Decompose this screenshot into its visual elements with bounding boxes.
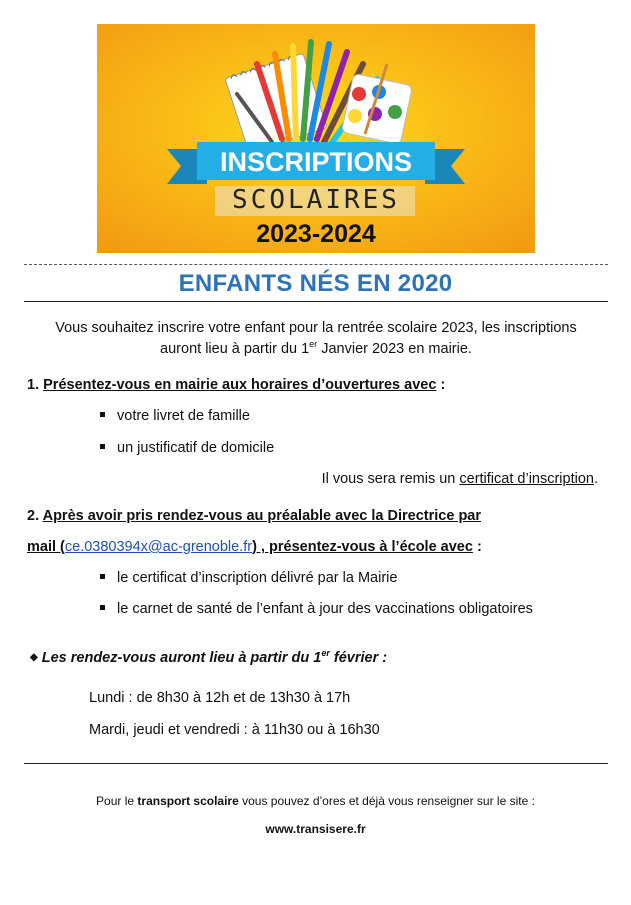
step-2-mail-label: mail (	[27, 539, 65, 555]
step-2-heading	[27, 508, 481, 524]
note-text: Il vous sera remis un	[321, 471, 460, 487]
schedule-line: Mardi, jeudi et vendredi : à 11h30 ou à 16h30	[89, 722, 380, 738]
footer-site[interactable]: www.transisere.fr	[265, 822, 366, 836]
step-2-suffix: :	[472, 539, 482, 555]
step-1-text: Présentez-vous en mairie aux horaires d’ouvertures avec	[43, 377, 437, 393]
appointments-text-end: février :	[329, 650, 388, 666]
step-1-number: 1.	[27, 377, 40, 393]
footer-bold: transport scolaire	[137, 794, 239, 808]
footer-text	[0, 794, 631, 808]
bullet-square-icon	[100, 444, 105, 449]
step-1-suffix: :	[436, 377, 446, 393]
appointments-text: Les rendez-vous auront lieu à partir du 1	[41, 650, 322, 666]
bullet-square-icon	[100, 412, 105, 417]
step-1-item-label: votre livret de famille	[117, 408, 250, 424]
step-1-item	[100, 408, 250, 424]
step-2-item	[100, 570, 397, 586]
banner-year: 2023-2024	[256, 220, 376, 248]
footer-pre: Pour le	[96, 794, 138, 808]
email-link[interactable]: ce.0380394x@ac-grenoble.fr	[64, 539, 253, 555]
banner-image	[97, 24, 535, 253]
intro-line-1: Vous souhaitez inscrire votre enfant pour la rentrée scolaire 2023, les inscriptions	[55, 320, 577, 336]
certificate-term: certificat d’inscription	[459, 471, 594, 487]
intro-line-2-end: Janvier 2023 en mairie.	[317, 341, 472, 357]
step-2-item-label: le carnet de santé de l’enfant à jour des vaccinations obligatoires	[117, 601, 533, 617]
step-2-item-label: le certificat d’inscription délivré par la Mairie	[117, 570, 398, 586]
step-2-item	[100, 601, 533, 617]
intro-line-2-text: auront lieu à partir du 1	[160, 341, 310, 357]
schedule-line: Lundi : de 8h30 à 12h et de 13h30 à 17h	[89, 690, 351, 706]
bullet-square-icon	[100, 605, 105, 610]
intro-sup: er	[309, 339, 318, 350]
step-1-heading	[27, 377, 445, 393]
step-1-item-label: un justificatif de domicile	[117, 440, 275, 456]
intro-line-2	[24, 339, 608, 360]
banner-illustration	[97, 24, 535, 253]
bullet-square-icon	[100, 574, 105, 579]
step-2-line-2-text: ) , présentez-vous à l’école avec	[252, 539, 473, 555]
appointments-heading	[30, 650, 387, 666]
diamond-bullet-icon: ◆	[30, 652, 38, 663]
footer-divider	[24, 763, 608, 764]
certificate-note	[322, 471, 598, 487]
title-underline	[24, 301, 608, 302]
footer-post: vous pouvez d’ores et déjà vous renseigner sur le site :	[238, 794, 535, 808]
banner-title-1: INSCRIPTIONS	[219, 147, 413, 177]
dotted-divider	[24, 264, 608, 265]
step-2-line-2	[27, 539, 482, 555]
banner-title-2: SCOLAIRES	[232, 185, 400, 215]
step-1-item	[100, 440, 274, 456]
step-2-line-1: Après avoir pris rendez-vous au préalable avec la Directrice par	[42, 508, 482, 524]
note-end: .	[593, 471, 598, 487]
step-2-number: 2.	[27, 508, 40, 524]
appointments-sup: er	[321, 648, 330, 659]
intro-paragraph	[24, 318, 608, 360]
page-title: ENFANTS NÉS EN 2020	[178, 270, 453, 297]
